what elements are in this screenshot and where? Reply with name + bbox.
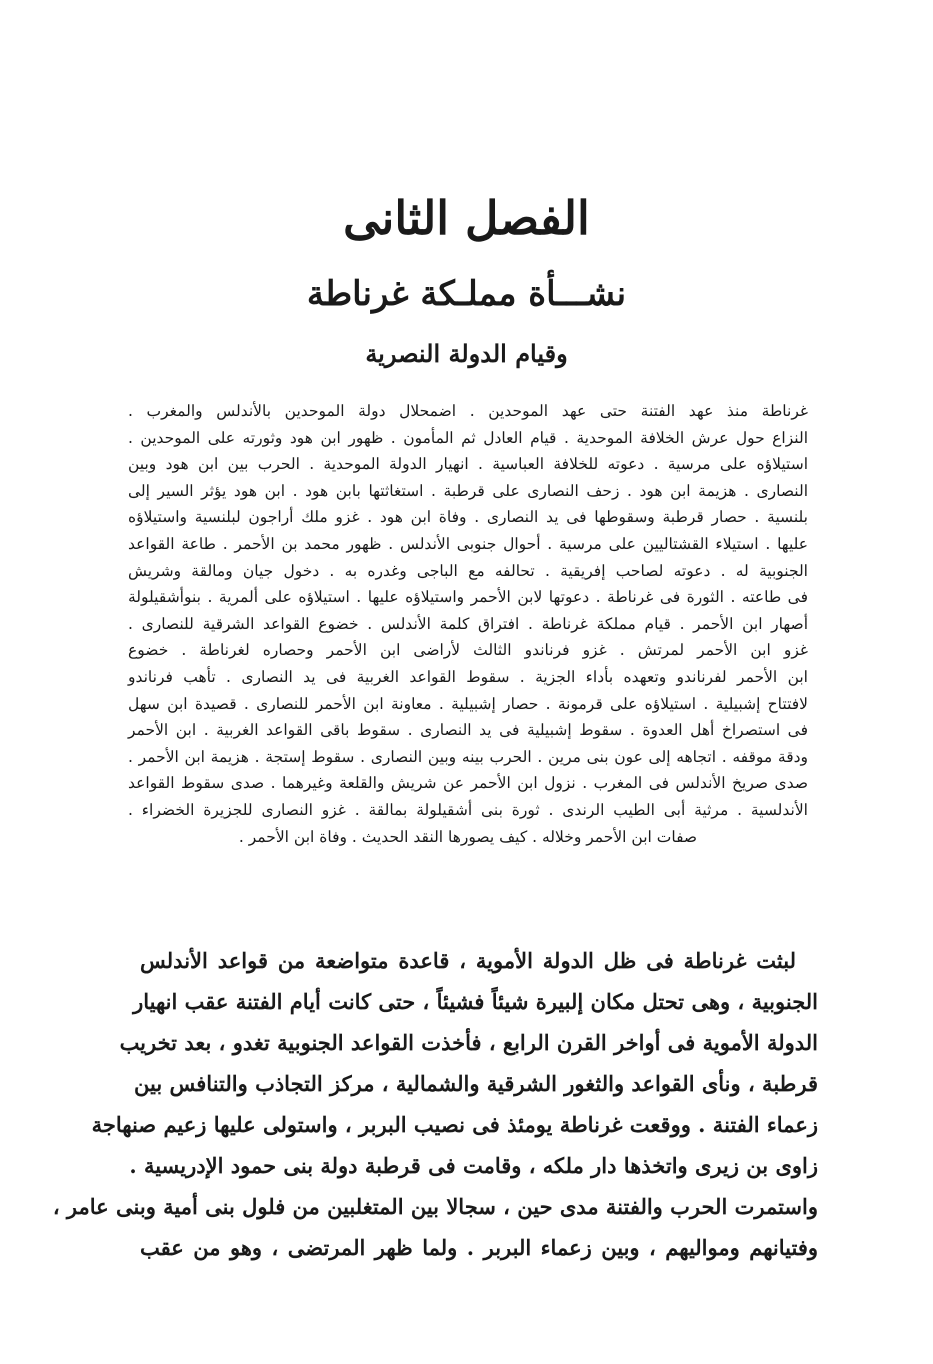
summary-line: لافتتاح إشبيلية . استيلاؤه على قرمونة . حصار إشبيلية . معاونة ابن الأحمر للنصارى . قصيدة ابن سهل bbox=[128, 694, 808, 713]
summary-line: استيلاؤه على مرسية . دعوته للخلافة العباسية . انهيار الدولة الموحدية . الحرب بين ابن هود وبين bbox=[128, 455, 808, 474]
body-line: قرطبة ، ونأى القواعد والثغور الشرقية والشمالية ، مركز التجاذب والتنافس بين bbox=[134, 1071, 818, 1096]
summary-line: عليها . استيلاء القشتاليين على مرسية . أحوال جنوبى الأندلس . ظهور محمد بن الأحمر . طاعة القواعد bbox=[128, 534, 808, 553]
chapter-title: الفصل الثانى bbox=[343, 191, 590, 245]
body-line: لبثت غرناطة فى ظل الدولة الأموية ، قاعدة متواضعة من قواعد الأندلس bbox=[140, 948, 796, 973]
summary-line: غرناطة منذ عهد الفتنة حتى عهد الموحدين . اضمحلال دولة الموحدين بالأندلس والمغرب . bbox=[128, 402, 808, 420]
summary-line: النصارى . هزيمة ابن هود . زحف النصارى على قرطبة . استغاثتها بابن هود . ابن هود يؤثر السير إلى bbox=[128, 481, 808, 500]
summary-line: الجنوبية له . دعوته لصاحب إفريقية . تحالفه مع الباجى وغدره به . دخول جيان ومالقة وشريش bbox=[128, 561, 808, 580]
body-line: الجنوبية ، وهى تحتل مكان إلبيرة شيئاً فشيئاً ، حتى كانت أيام الفتنة عقب انهيار bbox=[133, 989, 818, 1014]
body-line: زعماء الفتنة . ووقعت غرناطة يومئذ فى نصيب البربر ، واستولى عليها زعيم صنهاجة bbox=[91, 1112, 818, 1137]
summary-line: النزاع حول عرش الخلافة الموحدية . قيام العادل ثم المأمون . ظهور ابن هود وثورته على الموحدين . bbox=[128, 428, 808, 447]
summary-line: صدى صريخ الأندلس فى المغرب . نزول ابن الأحمر عن شريش والقلعة وغيرهما . صدى سقوط القواعد bbox=[128, 774, 808, 793]
chapter-subtitle: نشـــأة مملـكة غرناطة bbox=[306, 274, 627, 314]
body-line: الدولة الأموية فى أواخر القرن الرابع ، فأخذت القواعد الجنوبية تغدو ، بعد تخريب bbox=[119, 1030, 818, 1055]
summary-line: ابن الأحمر لفرناندو وتعهده بأداء الجزية . سقوط القواعد الغربية فى يد النصارى . تأهب فرناندو bbox=[128, 667, 808, 686]
summary-line: أصهار ابن الأحمر . قيام مملكة غرناطة . افتراق كلمة الأندلس . خضوع القواعد الشرقية للنصارى . bbox=[128, 614, 808, 633]
chapter-subtitle-secondary: وقيام الدولة النصرية bbox=[365, 339, 568, 368]
chapter-summary bbox=[128, 398, 808, 850]
body-line: واستمرت الحرب والفتنة مدى حين ، سجالا بين المتغلبين من فلول بنى أمية وبنى عامر ، bbox=[52, 1194, 818, 1219]
body-paragraph bbox=[52, 940, 818, 1268]
summary-line: الأندلسية . مرثية أبى الطيب الرندى . ثورة بنى أشقيلولة بمالقة . غزو النصارى للجزيرة الخضراء . bbox=[128, 800, 808, 819]
summary-line: ودقة موقفه . اتجاهه إلى عون بنى مرين . الحرب بينه وبين النصارى . سقوط إستجة . هزيمة ابن الأحمر . bbox=[128, 747, 808, 766]
summary-line: فى طاعته . الثورة فى غرناطة . دعوتها لابن الأحمر واستيلاؤه عليها . استيلاؤه على ألمرية . بنوأشقيلولة bbox=[128, 588, 808, 607]
summary-line: بلنسية . حصار قرطبة وسقوطها فى يد النصارى . وفاة ابن هود . غزو ملك أراجون لبلنسية واستيلاؤه bbox=[128, 508, 808, 527]
summary-line: فى استصراخ أهل العدوة . سقوط إشبيلية فى يد النصارى . سقوط باقى القواعد الغربية . ابن الأحمر bbox=[128, 721, 808, 740]
summary-line: صفات ابن الأحمر وخلاله . كيف يصورها النقد الحديث . وفاة ابن الأحمر . bbox=[238, 827, 698, 846]
body-line: زاوى بن زيرى واتخذها دار ملكه ، وقامت فى قرطبة دولة بنى حمود الإدريسية . bbox=[129, 1153, 818, 1178]
body-line: وفتيانهم ومواليهم ، وبين زعماء البربر . ولما ظهر المرتضى ، وهو من عقب bbox=[140, 1235, 818, 1260]
summary-line: غزو ابن الأحمر لمرتش . غزو فرناندو الثالث لأراضى ابن الأحمر وحصاره لغرناطة . خضوع bbox=[128, 641, 808, 660]
